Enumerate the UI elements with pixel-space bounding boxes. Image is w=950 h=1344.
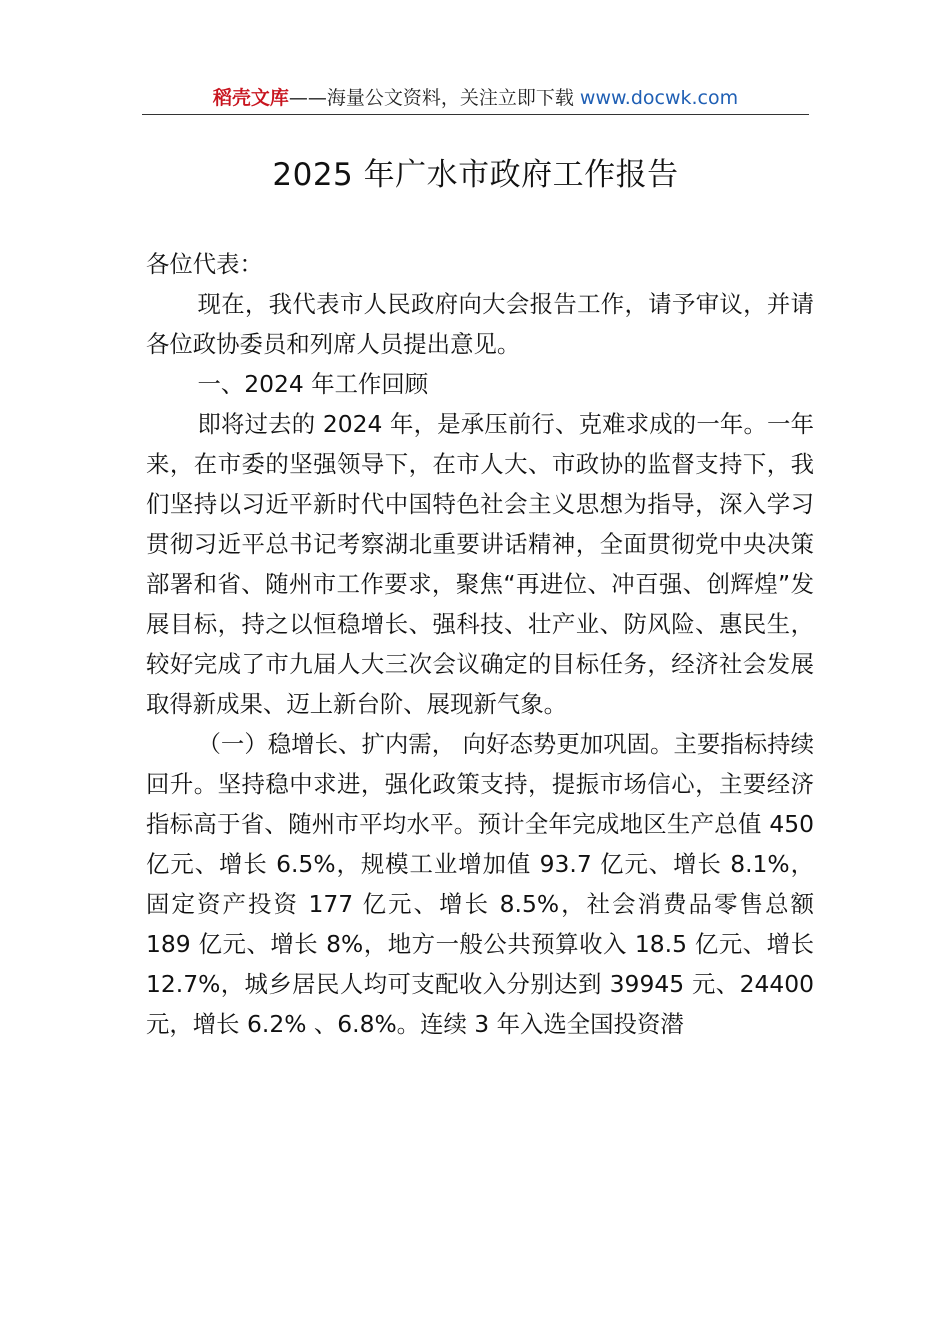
header-divider xyxy=(142,114,809,115)
brand-name: 稻壳文库 xyxy=(212,87,289,109)
salutation: 各位代表： xyxy=(146,250,263,278)
header-tagline: ——海量公文资料，关注立即下载 xyxy=(288,87,580,109)
document-body xyxy=(146,244,814,1044)
document-title: 2025 年广水市政府工作报告 xyxy=(272,157,679,193)
header-url-link[interactable]: www.docwk.com xyxy=(579,87,739,109)
body-paragraph: （一）稳增长、扩内需， 向好态势更加巩固。主要指标持续回升。坚持稳中求进，强化政策支持，提振市场信心，主要经济指标高于省、随州市平均水平。预计全年完成地区生产总值 450 亿元、增长 6.5%，规模工业增加值 93.7 亿元、增长 8.1%，固定资产投资 177 亿元、增长 8.5%，社会消费品零售总额 189 亿元、增长 8%，地方一般公共预算收入 18.5 亿元、增长 12.7%，城乡居民人均可支配收入分别达到 39945 元、24400 元，增长 6.2% 、6.8%。连续 3 年入选全国投资潜 xyxy=(146,730,814,1038)
body-paragraph: 即将过去的 2024 年，是承压前行、克难求成的一年。一年来，在市委的坚强领导下，在市人大、市政协的监督支持下，我们坚持以习近平新时代中国特色社会主义思想为指导，深入学习贯彻习近平总书记考察湖北重要讲话精神，全面贯彻党中央决策部署和省、随州市工作要求，聚焦“再进位、冲百强、创辉煌”发展目标，持之以恒稳增长、强科技、壮产业、防风险、惠民生， 较好完成了市九届人大三次会议确定的目标任务，经济社会发展取得新成果、迈上新台阶、展现新气象。 xyxy=(146,410,814,718)
section-heading: 一、2024 年工作回顾 xyxy=(197,370,429,398)
intro-paragraph: 现在，我代表市人民政府向大会报告工作，请予审议，并请各位政协委员和列席人员提出意见。 xyxy=(146,290,814,358)
page-header xyxy=(142,84,809,114)
